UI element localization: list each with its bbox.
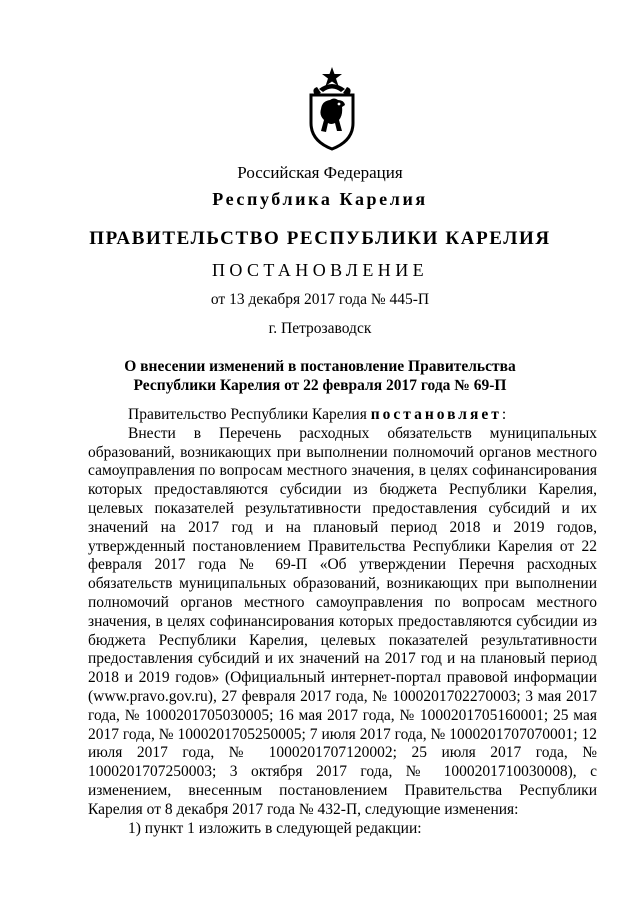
karelia-coat-of-arms-icon [301, 65, 363, 151]
preamble [88, 406, 597, 425]
preamble-verb: постановляет [370, 406, 502, 423]
title-line-2: Республики Карелия от 22 февраля 2017 года № 69-П [133, 377, 507, 394]
list-item-1: 1) пункт 1 изложить в следующей редакции: [128, 819, 422, 837]
document-city: г. Петрозаводск [268, 320, 372, 337]
document-date-number: от 13 декабря 2017 года № 445-П [210, 291, 430, 308]
main-paragraph: Внести в Перечень расходных обязательств муниципальных образований, возникающих при выполнении полномочий органов местного самоуправления по вопросам местного значения, в целях софинансирования которых предоставляются субсидии из бюджета Республики Карелия, целевых показателей результативности предоставления субсидий и их значений на 2017 год и на плановый период 2018 и 2019 годов, утвержденный постановлением Правительства Республики Карелия от 22 февраля 2017 года № 69-П «Об утверждении Перечня расходных обязательств муниципальных образований, возникающих при выполнении полномочий органов местного самоуправления по вопросам местного значения, в целях софинансирования которых предоставляются субсидии из бюджета Республики Карелия, целевых показателей результативности предоставления субсидий и их значений на 2017 год и на плановый период 2018 и 2019 годов» (Официальный интернет-портал правовой информации (www.pravo.gov.ru), 27 февраля 2017 года, № 1000201702270003; 3 мая 2017 года, № 1000201705030005; 16 мая 2017 года, № 1000201705160001; 25 мая 2017 года, № 1000201705250005; 7 июля 2017 года, № 1000201707070001; 12 июля 2017 года, № 1000201707120002; 25 июля 2017 года, № 1000201707250003; 3 октября 2017 года, № 1000201710030008), с изменением, внесенным постановлением Правительства Республики Карелия от 8 декабря 2017 года № 432-П, следующие изменения: [88, 424, 597, 818]
republic-name: Республика Карелия [212, 189, 428, 209]
authority-name: ПРАВИТЕЛЬСТВО РЕСПУБЛИКИ КАРЕЛИЯ [89, 228, 551, 249]
preamble-text: Правительство Республики Карелия [128, 406, 371, 423]
preamble-colon: : [501, 406, 507, 423]
document-title [0, 357, 640, 395]
title-line-1: О внесении изменений в постановление Правительства [124, 358, 516, 375]
document-body [88, 406, 597, 838]
document-type: ПОСТАНОВЛЕНИЕ [211, 260, 429, 280]
country-name: Российская Федерация [237, 163, 403, 182]
